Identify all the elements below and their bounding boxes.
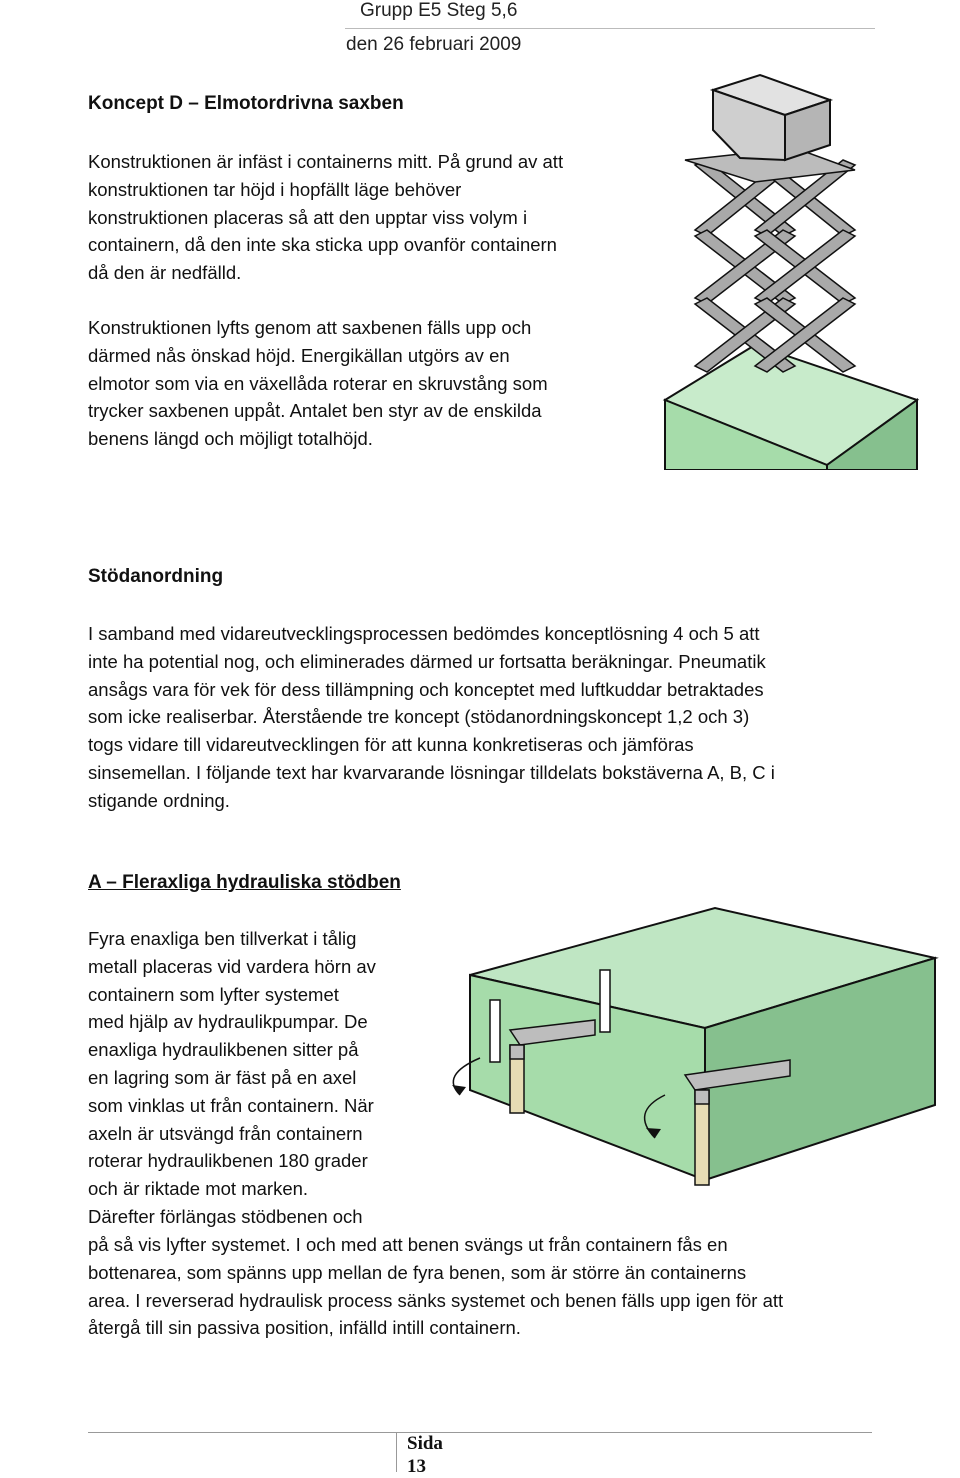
text-line: containern, då den inte ska sticka upp ovanför containern — [88, 234, 557, 256]
stodanordning-paragraph — [88, 620, 873, 815]
text-line: en lagring som är fäst på en axel — [88, 1066, 357, 1088]
text-line: som icke realiserbar. Återstående tre koncept (stödanordningskoncept 1,2 och 3) — [88, 706, 750, 728]
page-label: Sida — [407, 1433, 443, 1454]
footer-divider — [396, 1432, 397, 1472]
concept-d-paragraph-1 — [88, 148, 563, 287]
hydraulic-legs-illustration — [430, 880, 950, 1220]
text-line: bottenarea, som spänns upp mellan de fyra benen, som är större än containerns — [88, 1261, 747, 1283]
scissor-lift-illustration — [655, 70, 920, 470]
text-line: containern som lyfter systemet — [88, 983, 339, 1005]
text-line: sinsemellan. I följande text har kvarvarande lösningar tilldelats bokstäverna A, B, C i — [88, 761, 775, 783]
text-line: på så vis lyfter systemet. I och med att benen svängs ut från containern fås en — [88, 1234, 728, 1255]
text-line: med hjälp av hydraulikpumpar. De — [88, 1011, 368, 1033]
text-line: axeln är utsvängd från containern — [88, 1122, 363, 1144]
header-date: den 26 februari 2009 — [346, 34, 522, 55]
text-line: Konstruktionen lyfts genom att saxbenen fälls upp och — [88, 317, 532, 338]
text-line: metall placeras vid vardera hörn av — [88, 955, 376, 977]
concept-d-title: Koncept D – Elmotordrivna saxben — [88, 93, 404, 114]
page-value: 13 — [407, 1456, 426, 1477]
text-line: area. I reverserad hydraulisk process sänks systemet och benen fälls upp igen för att — [88, 1289, 784, 1311]
text-line: benens längd och möjligt totalhöjd. — [88, 428, 373, 450]
leg-bearing — [510, 1045, 524, 1059]
text-line: I samband med vidareutvecklingsprocessen bedömdes konceptlösning 4 och 5 att — [88, 623, 760, 644]
text-line: togs vidare till vidareutvecklingen för att kunna konkretiseras och jämföras — [88, 734, 694, 756]
text-line: som vinklas ut från containern. När — [88, 1094, 374, 1116]
text-line: då den är nedfälld. — [88, 262, 242, 284]
text-line: återgå till sin passiva position, infälld intill containern. — [88, 1317, 521, 1339]
scissor-arms — [695, 160, 855, 372]
text-line: stigande ordning. — [88, 789, 230, 811]
concept-d-paragraph-2 — [88, 314, 548, 453]
leg-slot — [490, 1000, 500, 1062]
leg-bearing — [695, 1090, 709, 1104]
page-number — [407, 1432, 443, 1478]
text-line: inte ha potential nog, och eliminerades därmed ur fortsatta beräkningar. Pneumatik — [88, 650, 766, 672]
concept-a-title: A – Fleraxliga hydrauliska stödben — [88, 872, 401, 893]
concept-a-paragraph-narrow — [88, 925, 376, 1231]
stodanordning-title: Stödanordning — [88, 566, 224, 587]
text-line: konstruktionen tar höjd i hopfällt läge behöver — [88, 178, 462, 200]
text-line: konstruktionen placeras så att den upptar viss volym i — [88, 206, 528, 228]
text-line: Därefter förlängas stödbenen och — [88, 1205, 363, 1227]
text-line: roterar hydraulikbenen 180 grader — [88, 1150, 368, 1172]
text-line: Konstruktionen är infäst i containerns mitt. På grund av att — [88, 151, 564, 172]
leg-slot — [600, 970, 610, 1032]
text-line: elmotor som via en växellåda roterar en skruvstång som — [88, 372, 548, 394]
text-line: och är riktade mot marken. — [88, 1178, 309, 1200]
footer-rule — [88, 1432, 872, 1433]
header-group: Grupp E5 Steg 5,6 — [360, 0, 518, 21]
text-line: trycker saxbenen uppåt. Antalet ben styr av de enskilda — [88, 400, 542, 422]
text-line: därmed nås önskad höjd. Energikällan utgörs av en — [88, 344, 510, 366]
text-line: enaxliga hydraulikbenen sitter på — [88, 1039, 359, 1061]
concept-a-paragraph-wide — [88, 1231, 873, 1342]
arrowhead-icon — [452, 1085, 466, 1095]
text-line: Fyra enaxliga ben tillverkat i tålig — [88, 928, 357, 949]
text-line: ansågs vara för vek för dess tillämpning och konceptet med luftkuddar betraktades — [88, 678, 764, 700]
header-rule — [345, 28, 875, 29]
